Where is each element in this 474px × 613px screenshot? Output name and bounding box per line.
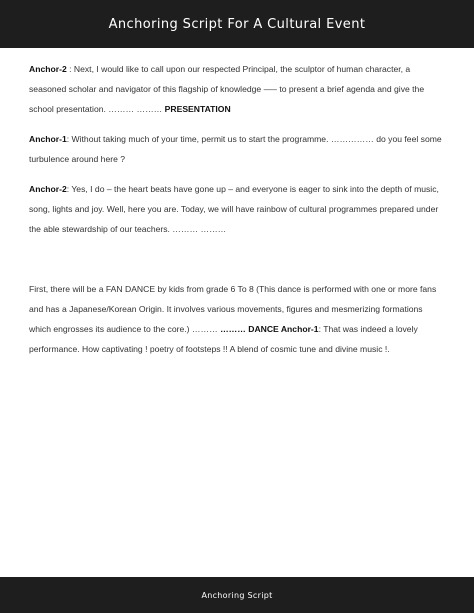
cue-label: PRESENTATION xyxy=(164,104,231,114)
footer-text: Anchoring Script xyxy=(201,590,273,600)
cue-label: ……… DANCE Anchor-1 xyxy=(220,324,319,334)
dialogue-text: : Without taking much of your time, permit us to start the programme. …………… do you feel some turbulence around here ? xyxy=(29,134,442,164)
script-paragraph-4 xyxy=(29,279,445,359)
dialogue-text: : Next, I would like to call upon our respected Principal, the sculptor of human character, a seasoned scholar and navigator of this flagship of knowledge —– to present a brief agenda and give the school presentation. ……… ……… xyxy=(29,64,425,114)
dialogue-text: First, there will be a FAN DANCE by kids from grade 6 To 8 (This dance is performed with one or more fans and has a Japanese/Korean Origin. It involves various movements, figures and mesmerizing formations which engrosses its audience to the core.) ……… xyxy=(29,284,437,334)
speaker-label: Anchor-1 xyxy=(29,134,67,144)
dialogue-text: : That was indeed a lovely performance. How captivating ! poetry of footsteps !! A blend of cosmic tune and divine music !. xyxy=(29,324,418,354)
script-paragraph-3 xyxy=(29,179,445,239)
dialogue-text: : Yes, I do – the heart beats have gone up – and everyone is eager to sink into the depth of music, song, lights and joy. Well, here you are. Today, we will have rainbow of cultural programmes prepared under the able stewardship of our teachers. ……… ……… xyxy=(29,184,439,234)
speaker-label: Anchor-2 xyxy=(29,64,67,74)
page-footer xyxy=(0,577,474,613)
script-paragraph-1 xyxy=(29,59,445,119)
script-paragraph-2 xyxy=(29,129,445,169)
page-header xyxy=(0,0,474,48)
speaker-label: Anchor-2 xyxy=(29,184,67,194)
page-title: Anchoring Script For A Cultural Event xyxy=(108,16,366,32)
script-body xyxy=(29,59,445,369)
